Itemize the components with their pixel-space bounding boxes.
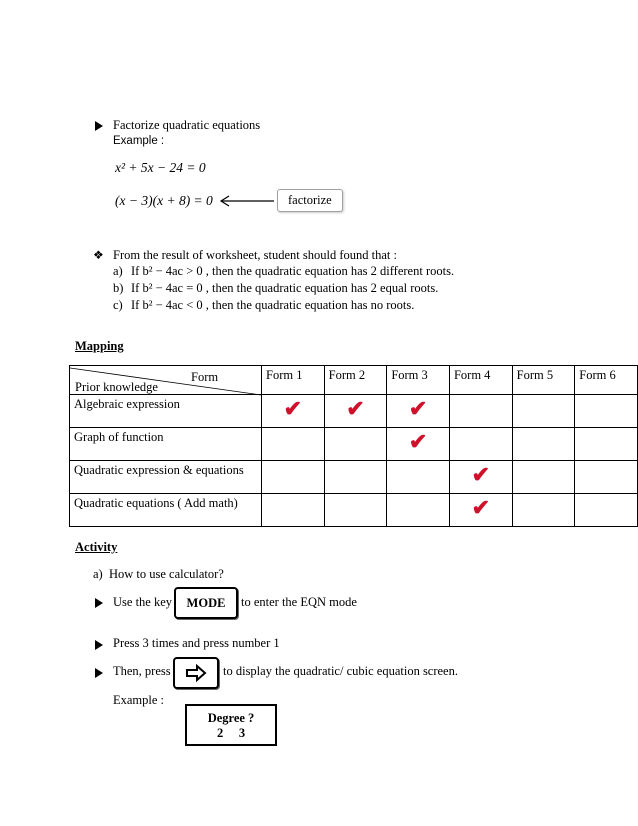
screen-line-1: Degree ? (207, 711, 255, 725)
arrow-bullet-icon (95, 640, 103, 650)
table-corner-cell (70, 366, 262, 395)
table-row (70, 494, 638, 527)
mapping-heading: Mapping (75, 339, 124, 353)
mapping-table (69, 365, 638, 527)
equation-quadratic: x² + 5x − 24 = 0 (115, 160, 206, 175)
step3-text-after: to display the quadratic/ cubic equation screen. (223, 664, 458, 678)
table-row (70, 395, 638, 428)
mode-key-label: MODE (186, 596, 226, 610)
table-cell (262, 461, 325, 494)
row-label: Algebraic expression (70, 395, 262, 428)
screen-line-2: 2 3 (216, 726, 246, 740)
table-cell (262, 494, 325, 527)
table-cell (387, 494, 450, 527)
step1-text-after: to enter the EQN mode (241, 595, 357, 609)
worksheet-item-a: a) If b² − 4ac > 0 , then the quadratic equation has 2 different roots. (113, 264, 455, 278)
row-label: Graph of function (70, 428, 262, 461)
table-cell (449, 494, 512, 527)
checkmark-icon: ✔ (346, 396, 365, 421)
factorize-box (277, 189, 343, 212)
table-cell (575, 494, 638, 527)
corner-prior-knowledge-label: Prior knowledge (75, 380, 158, 394)
column-header: Form 4 (449, 366, 512, 395)
checkmark-icon: ✔ (471, 462, 491, 487)
worksheet-item-b: b) If b² − 4ac = 0 , then the quadratic equation has 2 equal roots. (113, 281, 439, 295)
mode-key (174, 587, 238, 619)
example-label: Example : (113, 135, 165, 147)
worksheet-item-c: c) If b² − 4ac < 0 , then the quadratic equation has no roots. (113, 298, 415, 312)
table-cell (449, 461, 512, 494)
table-cell (575, 395, 638, 428)
table-cell (512, 428, 575, 461)
factorize-heading: Factorize quadratic equations (113, 118, 261, 132)
calculator-screen (185, 704, 277, 746)
table-cell (324, 461, 387, 494)
table-cell (449, 428, 512, 461)
worksheet-intro: From the result of worksheet, student should found that : (113, 248, 397, 262)
table-cell (449, 395, 512, 428)
checkmark-icon: ✔ (408, 429, 428, 454)
table-cell (512, 461, 575, 494)
table-cell (512, 395, 575, 428)
factorize-label: factorize (288, 193, 332, 207)
table-cell (512, 494, 575, 527)
table-cell (324, 428, 387, 461)
diamond-bullet-icon: ❖ (93, 248, 104, 262)
checkmark-icon: ✔ (471, 495, 491, 520)
arrow-bullet-icon (95, 668, 103, 678)
table-cell (262, 428, 325, 461)
table-cell (387, 395, 450, 428)
checkmark-icon: ✔ (283, 396, 303, 421)
step2-text: Press 3 times and press number 1 (113, 636, 280, 650)
table-row (70, 428, 638, 461)
column-header: Form 1 (262, 366, 325, 395)
row-label: Quadratic expression & equations (70, 461, 262, 494)
arrow-bullet-icon (95, 121, 103, 131)
table-cell (575, 461, 638, 494)
column-header: Form 5 (512, 366, 575, 395)
table-row (70, 461, 638, 494)
table-cell (324, 395, 387, 428)
table-cell (387, 461, 450, 494)
corner-form-label: Form (191, 370, 219, 384)
arrow-bullet-icon (95, 598, 103, 608)
table-cell (262, 395, 325, 428)
table-header-row (70, 366, 638, 395)
column-header: Form 3 (387, 366, 450, 395)
activity-item-a: a) How to use calculator? (93, 567, 224, 581)
left-arrow-icon (218, 194, 276, 208)
step3-text-before: Then, press (113, 664, 171, 678)
table-cell (324, 494, 387, 527)
equation-factored: (x − 3)(x + 8) = 0 (115, 193, 213, 208)
right-arrow-icon (175, 659, 217, 687)
row-label: Quadratic equations ( Add math) (70, 494, 262, 527)
activity-heading: Activity (75, 540, 118, 554)
column-header: Form 6 (575, 366, 638, 395)
activity-example-label: Example : (113, 693, 165, 707)
right-arrow-key (173, 657, 219, 689)
step1-text-before: Use the key (113, 595, 173, 609)
table-cell (387, 428, 450, 461)
column-header: Form 2 (324, 366, 387, 395)
checkmark-icon: ✔ (408, 396, 428, 421)
table-cell (575, 428, 638, 461)
